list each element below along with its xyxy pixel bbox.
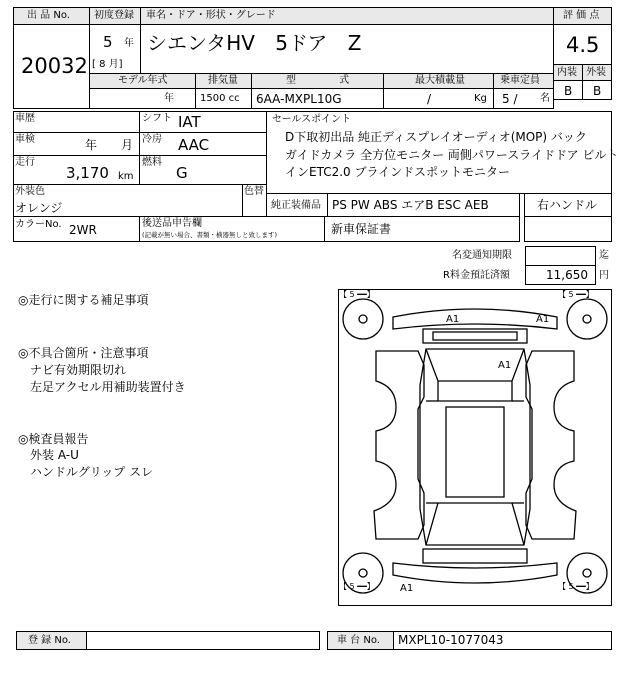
max-load-value: /: [427, 92, 432, 106]
damage-mark: A1: [536, 314, 550, 325]
equip-label: 純正装備品: [271, 200, 321, 211]
fuel-label: 燃料: [142, 157, 162, 168]
first-reg-year: 5: [103, 33, 113, 51]
notice-cell: [525, 246, 596, 266]
capacity-label: 乗車定員: [500, 75, 540, 86]
inspection-year: 年: [85, 138, 98, 152]
max-load-label: 最大積載量: [415, 75, 465, 86]
recycle-unit: 円: [599, 270, 609, 281]
tire-front-right: [567, 299, 607, 339]
chassis-value: MXPL10-1077043: [398, 633, 504, 647]
recycle-label: R料金預託済額: [443, 270, 510, 281]
tire-label-tl: 【 5 ━━】: [339, 290, 375, 299]
inspection-label: 車検: [15, 134, 35, 145]
aircon-value: AAC: [178, 136, 210, 154]
aftermarket-note: (記載が無い場合、書類・横器無しと致します): [142, 231, 278, 239]
outer-color-value: オレンジ: [15, 201, 63, 215]
shift-label: シフト: [142, 113, 172, 124]
car-name-label: 車名・ドア・形状・グレード: [146, 10, 276, 21]
notice-unit: 迄: [599, 250, 609, 261]
reg-value-cell: [86, 631, 320, 650]
front-bumper: [393, 309, 557, 329]
car-name: シエンタHV 5ドア Z: [147, 31, 362, 55]
tire-label-br: 【 5 ━━】: [558, 582, 594, 591]
score-label: 評 価 点: [563, 10, 600, 21]
interior-grade: B: [564, 84, 573, 98]
displacement-value: 1500 cc: [200, 93, 240, 104]
mileage-label: 走行: [15, 157, 35, 168]
driving-notes-title: ◎走行に関する補足事項: [18, 293, 149, 307]
inspector-title: ◎検査員報告: [18, 432, 89, 446]
sales-line-3: インETC2.0 ブラインドスポットモニター: [285, 165, 511, 179]
interior-label: 内装: [557, 67, 577, 78]
lot-number: 20032: [21, 54, 88, 78]
tire-label-bl: 【 5 ━━】: [339, 582, 375, 591]
model-year-unit: 年: [164, 93, 174, 104]
history-label: 車歴: [15, 113, 35, 124]
model-label: 型 式: [286, 75, 350, 86]
aircon-label: 冷房: [142, 134, 162, 145]
inspection-month: 月: [121, 138, 134, 152]
color-change-label: 色替: [244, 186, 264, 197]
chassis-label: 車 台 No.: [337, 635, 380, 646]
exterior-label: 外装: [586, 67, 606, 78]
exterior-grade: B: [593, 84, 602, 98]
defects-title: ◎不具合箇所・注意事項: [18, 346, 149, 360]
sales-line-2: ガイドカメラ 全方位モニター 両側パワースライドドア ビルト: [285, 148, 619, 162]
car-diagram: [338, 289, 612, 606]
recycle-value: 11,650: [546, 268, 588, 282]
equip-value: PS PW ABS エアB ESC AEB: [332, 198, 489, 212]
handle-value: 右ハンドル: [537, 198, 598, 212]
lot-label: 出 品 No.: [27, 10, 70, 21]
damage-mark: A1: [498, 360, 512, 371]
first-reg-year-unit: 年: [124, 38, 134, 49]
right-side: [526, 351, 576, 539]
displacement-label: 排気量: [208, 75, 238, 86]
color-no-value: 2WR: [69, 223, 97, 237]
defect-line-2: 左足アクセル用補助装置付き: [30, 380, 186, 394]
color-no-label: カラーNo.: [15, 219, 62, 230]
damage-mark: A1: [446, 314, 460, 325]
inspector-line-2: ハンドルグリップ スレ: [30, 465, 154, 479]
model-value: 6AA-MXPL10G: [256, 92, 342, 106]
first-reg-month: [ 8 月]: [92, 59, 123, 70]
inspector-line-1: 外装 A-U: [30, 448, 79, 462]
first-reg-label: 初度登録: [94, 10, 134, 21]
notice-label: 名変通知期限: [452, 250, 512, 261]
score-value: 4.5: [566, 33, 600, 57]
left-side: [374, 351, 424, 539]
capacity-value: 5 /: [502, 92, 518, 106]
rear-bumper: [393, 563, 557, 583]
shift-value: IAT: [178, 113, 201, 131]
defect-line-1: ナビ有効期限切れ: [30, 363, 127, 377]
outer-color-label: 外装色: [15, 186, 45, 197]
tire-label-tr: 【 5 ━━】: [558, 290, 594, 299]
fuel-value: G: [176, 164, 188, 182]
damage-mark: A1: [400, 583, 414, 594]
sales-point-label: セールスポイント: [272, 114, 352, 125]
blank-cell: [524, 216, 612, 242]
capacity-unit: 名: [540, 93, 550, 104]
max-load-unit: Kg: [474, 93, 487, 104]
sales-line-1: D下取初出品 純正ディスプレイオーディオ(MOP) バック: [285, 130, 587, 144]
aftermarket-label: 後送品申告欄: [142, 218, 202, 229]
tire-front-left: [343, 299, 383, 339]
mileage-unit: km: [118, 171, 134, 182]
model-year-cell: [89, 88, 196, 109]
mileage-value: 3,170: [66, 164, 109, 182]
warranty-value: 新車保証書: [331, 222, 392, 236]
reg-label: 登 録 No.: [28, 635, 71, 646]
model-year-label: モデル年式: [118, 75, 168, 86]
